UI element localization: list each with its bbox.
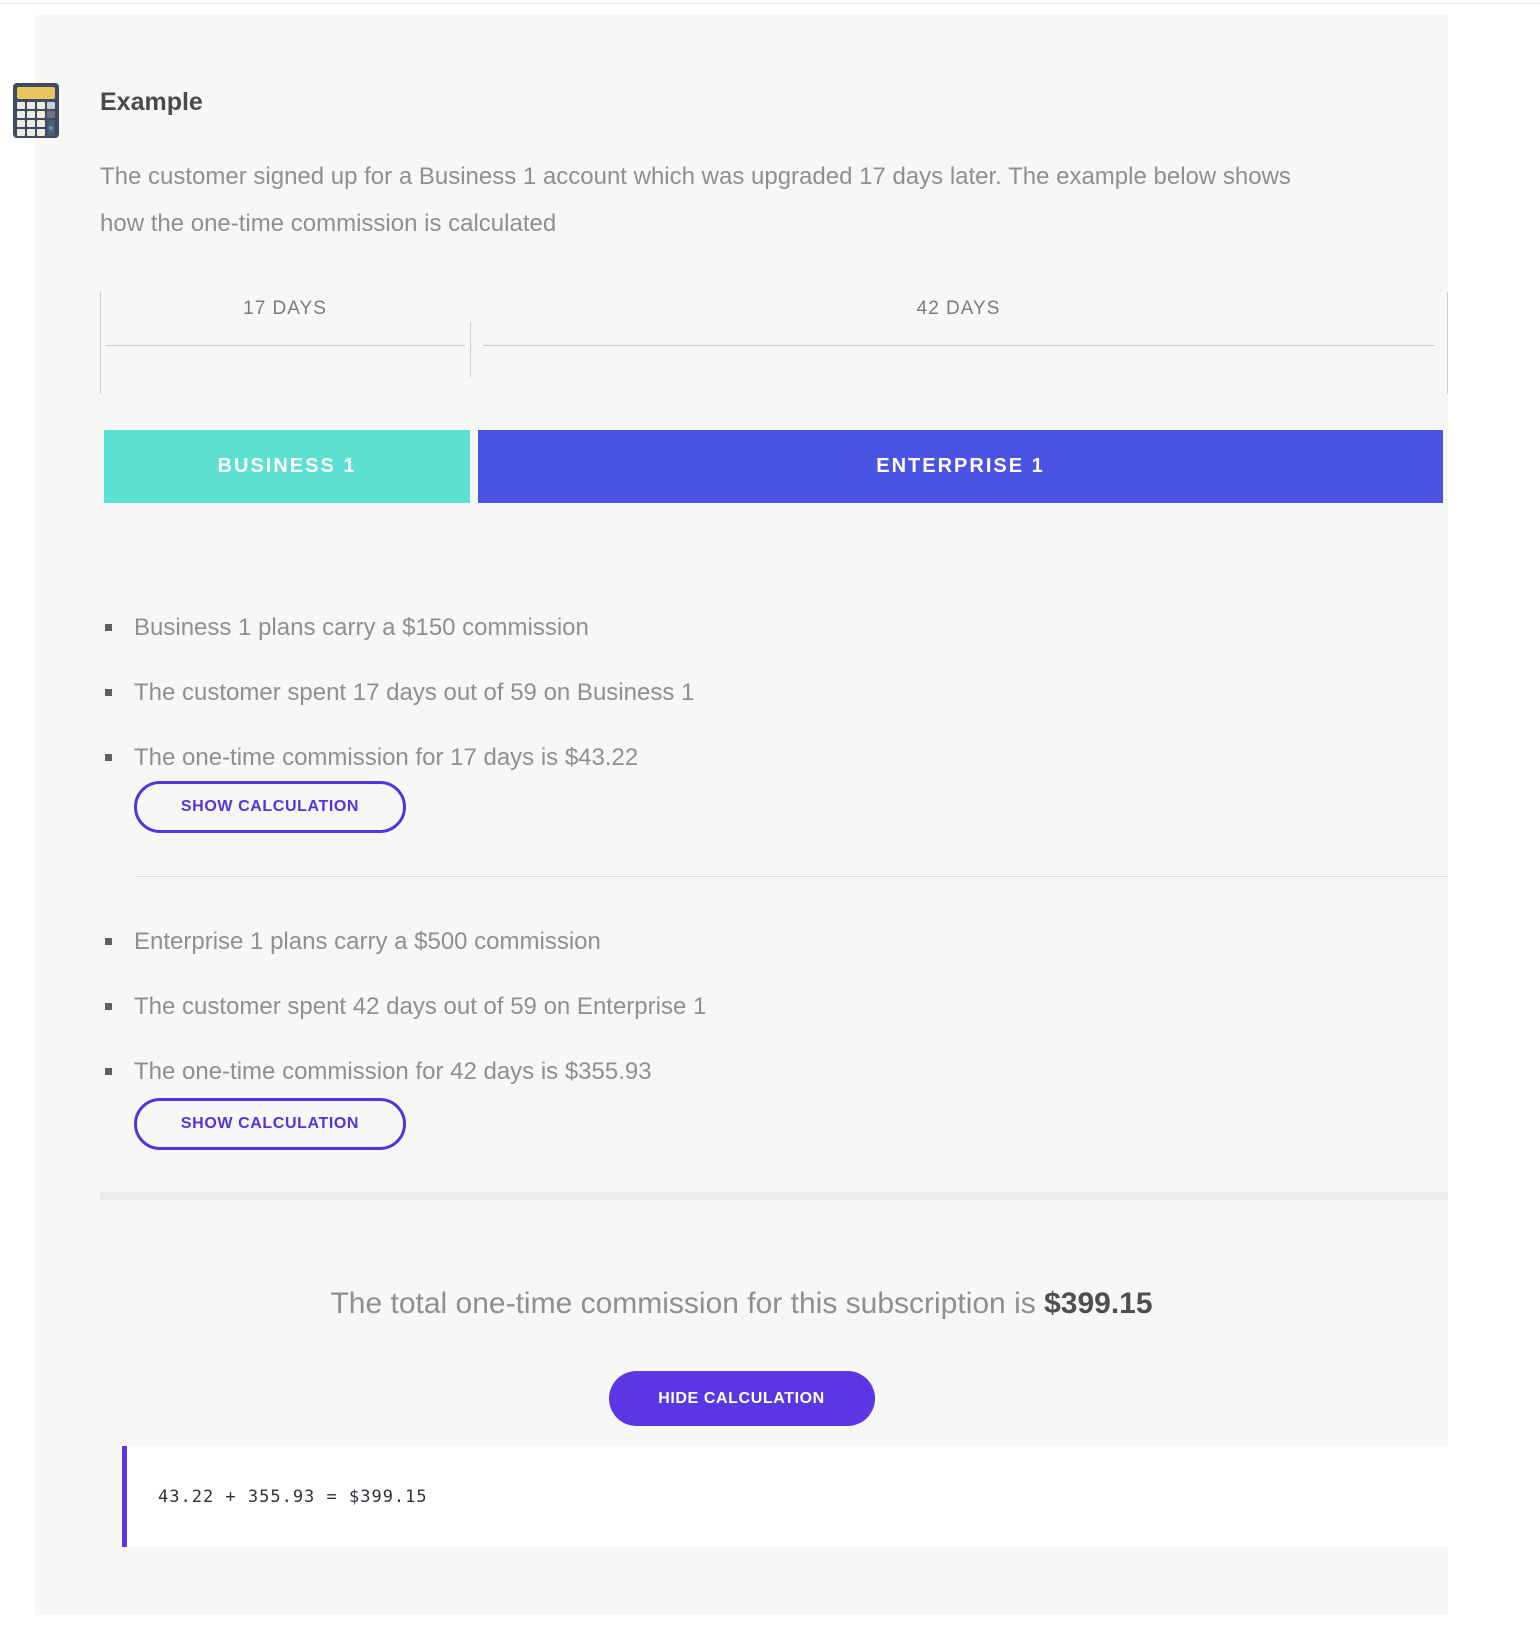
calculator-icon: [13, 83, 59, 138]
total-divider: [100, 1192, 1448, 1200]
total-amount: $399.15: [1044, 1287, 1153, 1320]
plan-bar-business: BUSINESS 1: [104, 430, 470, 503]
enterprise-bullet-days: The customer spent 42 days out of 59 on Enterprise 1: [134, 993, 707, 1020]
calculation-text: 43.22 + 355.93 = $399.15: [158, 1486, 428, 1507]
calculator-keys: [17, 102, 55, 136]
business-bullet-commission: Business 1 plans carry a $150 commission: [134, 614, 589, 641]
section-divider: [135, 876, 1448, 877]
page-top-rule: [0, 3, 1540, 4]
example-card: [35, 15, 1448, 1615]
example-heading: Example: [100, 88, 203, 116]
hide-calculation-button[interactable]: HIDE CALCULATION: [609, 1371, 875, 1426]
timeline-right-edge: [1447, 292, 1448, 394]
total-sentence: [35, 1287, 1448, 1321]
show-calculation-button-enterprise[interactable]: SHOW CALCULATION: [134, 1098, 406, 1150]
timeline-middle-tick: [470, 322, 471, 377]
plan-bars: [35, 430, 1448, 503]
total-sentence-prefix: The total one-time commission for this subscription is: [330, 1287, 1045, 1320]
business-bullet-days: The customer spent 17 days out of 59 on Business 1: [134, 679, 695, 706]
timeline-duration-label-enterprise: 42 DAYS: [916, 298, 1001, 319]
timeline-duration-label-business: 17 DAYS: [243, 298, 327, 319]
enterprise-bullet-result: The one-time commission for 42 days is $355.93: [134, 1058, 652, 1085]
calculator-display: [17, 87, 55, 99]
business-bullet-result: The one-time commission for 17 days is $43.22: [134, 744, 639, 771]
timeline: [35, 292, 1448, 396]
show-calculation-button-business[interactable]: SHOW CALCULATION: [134, 781, 406, 833]
enterprise-bullet-commission: Enterprise 1 plans carry a $500 commission: [134, 928, 601, 955]
calculator-plus-key-icon: [47, 120, 55, 136]
timeline-line-business: [105, 345, 465, 346]
calculation-code-block: [122, 1446, 1448, 1547]
timeline-line-enterprise: [483, 345, 1434, 346]
plan-bar-enterprise: ENTERPRISE 1: [478, 430, 1443, 503]
example-description: The customer signed up for a Business 1 account which was upgraded 17 days later. The example below shows how the one-time commission is calculated: [100, 163, 1291, 237]
